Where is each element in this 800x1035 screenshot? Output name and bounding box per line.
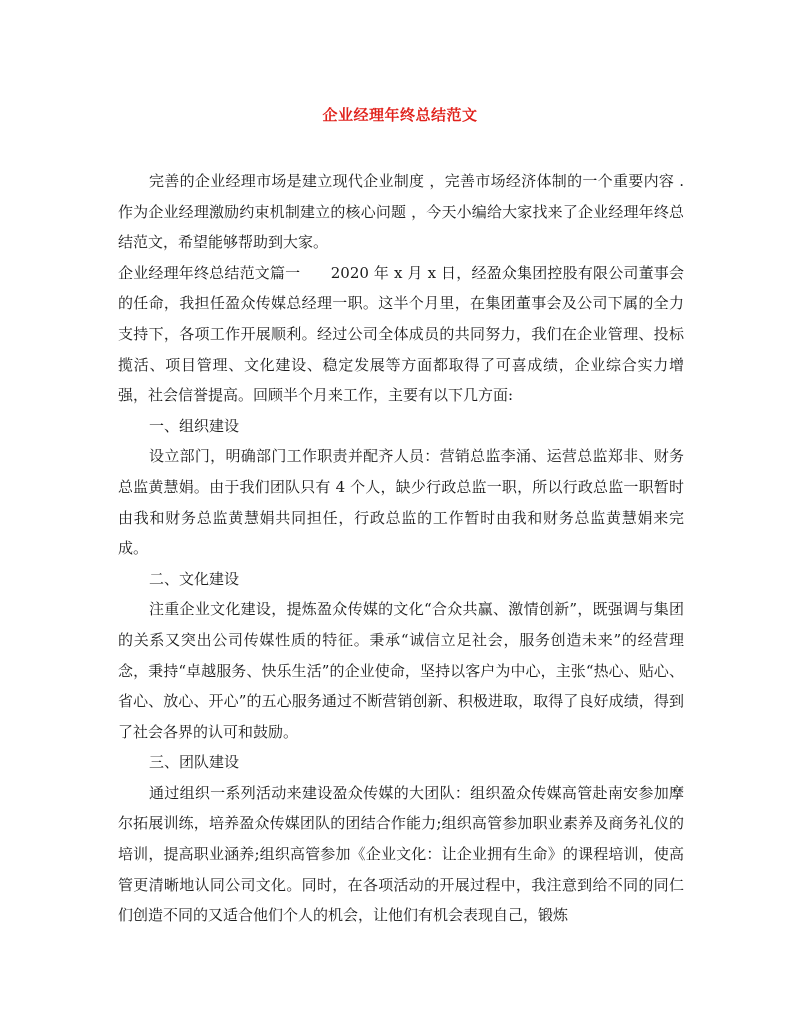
- intro-paragraph: 完善的企业经理市场是建立现代企业制度 ，完善市场经济体制的一个重要内容 . 作为企业经理激励约束机制建立的核心问题 ，今天小编给大家找来了企业经理年终总结范文，希望能够帮助到大家。: [118, 172, 684, 252]
- organization-paragraph: 设立部门，明确部门工作职责并配齐人员：营销总监李涌、运营总监郑非、财务总监黄慧娟。由于我们团队只有 4 个人，缺少行政总监一职，所以行政总监一职暂时由我和财务总监黄慧娟共同担任，行政总监的工作暂时由我和财务总监黄慧娟来完成。: [118, 447, 684, 558]
- culture-paragraph: 注重企业文化建设，提炼盈众传媒的文化“合众共赢、激情创新”，既强调与集团的关系又突出公司传媒性质的特征。秉承“诚信立足社会，服务创造未来”的经营理念，秉持“卓越服务、快乐生活”的企业使命，坚持以客户为中心，主张“热心、贴心、省心、放心、开心”的五心服务通过不断营销创新、积极进取，取得了良好成绩，得到了社会各界的认可和鼓励。: [118, 600, 684, 741]
- section-heading-organization: 一、组织建设: [149, 416, 240, 435]
- section-heading-team: 三、团队建设: [149, 753, 240, 772]
- section-heading-culture: 二、文化建设: [149, 569, 240, 588]
- team-paragraph: 通过组织一系列活动来建设盈众传媒的大团队：组织盈众传媒高管赴南安参加摩尔拓展训练，培养盈众传媒团队的团结合作能力;组织高管参加职业素养及商务礼仪的培训，提高职业涵养;组织高管参加《企业文化：让企业拥有生命》的课程培训，使高管更清晰地认同公司文化。同时，在各项活动的开展过程中，我注意到给不同的同仁们创造不同的又适合他们个人的机会，让他们有机会表现自己，锻炼: [118, 783, 684, 925]
- document-body: [118, 166, 684, 931]
- article-one-paragraph: 企业经理年终总结范文篇一 2020 年 x 月 x 日，经盈众集团控股有限公司董事会的任命，我担任盈众传媒总经理一职。这半个月里，在集团董事会及公司下属的全力支持下，各项工作开展顺利。经过公司全体成员的共同努力，我们在企业管理、投标揽活、项目管理、文化建设、稳定发展等方面都取得了可喜成绩，企业综合实力增强，社会信誉提高。回顾半个月来工作，主要有以下几方面:: [118, 263, 684, 405]
- document-title: 企业经理年终总结范文: [322, 106, 478, 124]
